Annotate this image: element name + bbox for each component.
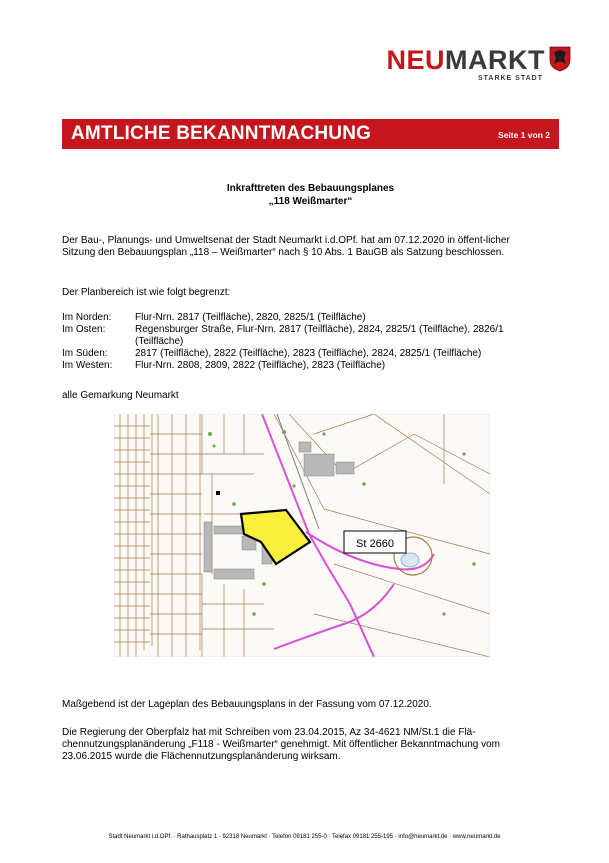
map-marker bbox=[216, 491, 220, 495]
site-map bbox=[114, 414, 490, 657]
table-row bbox=[62, 312, 530, 324]
boundary-direction: Im Norden: bbox=[62, 312, 112, 323]
boundary-table bbox=[62, 312, 530, 372]
banner-title: AMTLICHE BEKANNTMACHUNG bbox=[71, 123, 372, 144]
coat-of-arms-icon bbox=[549, 46, 571, 72]
gemarkung-note: alle Gemarkung Neumarkt bbox=[62, 390, 179, 401]
boundary-intro: Der Planbereich ist wie folgt begrenzt: bbox=[62, 287, 231, 298]
table-row bbox=[62, 324, 530, 348]
regierung-paragraph: Die Regierung der Oberpfalz hat mit Schreiben vom 23.04.2015, Az 34-4621 NM/St.1 die Flä-chennutzungsplanänderung „F118 - Weißmarter“ genehmigt. Mit öffentlicher Bekanntmachung vom 23.06.2015 wurde die Flächennutzungsplanänderung wirksam. bbox=[62, 727, 501, 762]
document-heading bbox=[62, 182, 559, 208]
heading-line-1: Inkrafttreten des Bebauungsplanes bbox=[226, 183, 395, 194]
table-row bbox=[62, 348, 530, 360]
boundary-parcels: Flur-Nrn. 2817 (Teilfläche), 2820, 2825/1 (Teilfläche) bbox=[135, 312, 366, 323]
page-footer: Stadt Neumarkt i.d.OPf. · Rathausplatz 1 · 92318 Neumarkt · Telefon 09181 255-0 · Telefax 09181 255-195 · info@neumarkt.de · www.neumarkt.de bbox=[108, 834, 501, 840]
boundary-direction: Im Osten: bbox=[62, 324, 106, 335]
boundary-direction: Im Westen: bbox=[62, 360, 113, 371]
boundary-parcels: 2817 (Teilfläche), 2822 (Teilfläche), 2823 (Teilfläche), 2824, 2825/1 (Teilfläche) bbox=[135, 348, 482, 359]
city-logo bbox=[387, 46, 572, 82]
table-row bbox=[62, 360, 530, 372]
boundary-direction: Im Süden: bbox=[62, 348, 108, 359]
page-indicator: Seite 1 von 2 bbox=[498, 130, 550, 140]
logo-wordmark: NEUMARKT bbox=[386, 45, 545, 75]
boundary-parcels: Flur-Nrn. 2808, 2809, 2822 (Teilfläche), 2823 (Teilfläche) bbox=[135, 360, 386, 371]
road-label: St 2660 bbox=[356, 538, 394, 550]
intro-paragraph: Der Bau-, Planungs- und Umweltsenat der Stadt Neumarkt i.d.OPf. hat am 07.12.2020 in öffent-licher Sitzung den Bebauungsplan „118 – Weißmarter“ nach § 10 Abs. 1 BauGB als Satzung beschlossen. bbox=[62, 235, 510, 258]
lageplan-note: Maßgebend ist der Lageplan des Bebauungsplans in der Fassung vom 07.12.2020. bbox=[62, 699, 432, 710]
logo-tagline: STARKE STADT bbox=[477, 75, 543, 82]
notice-banner bbox=[62, 119, 559, 149]
heading-line-2: „118 Weißmarter“ bbox=[268, 196, 353, 207]
boundary-parcels: Regensburger Straße, Flur-Nrn. 2817 (Teilfläche), 2824, 2825/1 (Teilfläche), 2826/1 (Teilfläche) bbox=[135, 324, 504, 347]
pond bbox=[401, 553, 419, 567]
